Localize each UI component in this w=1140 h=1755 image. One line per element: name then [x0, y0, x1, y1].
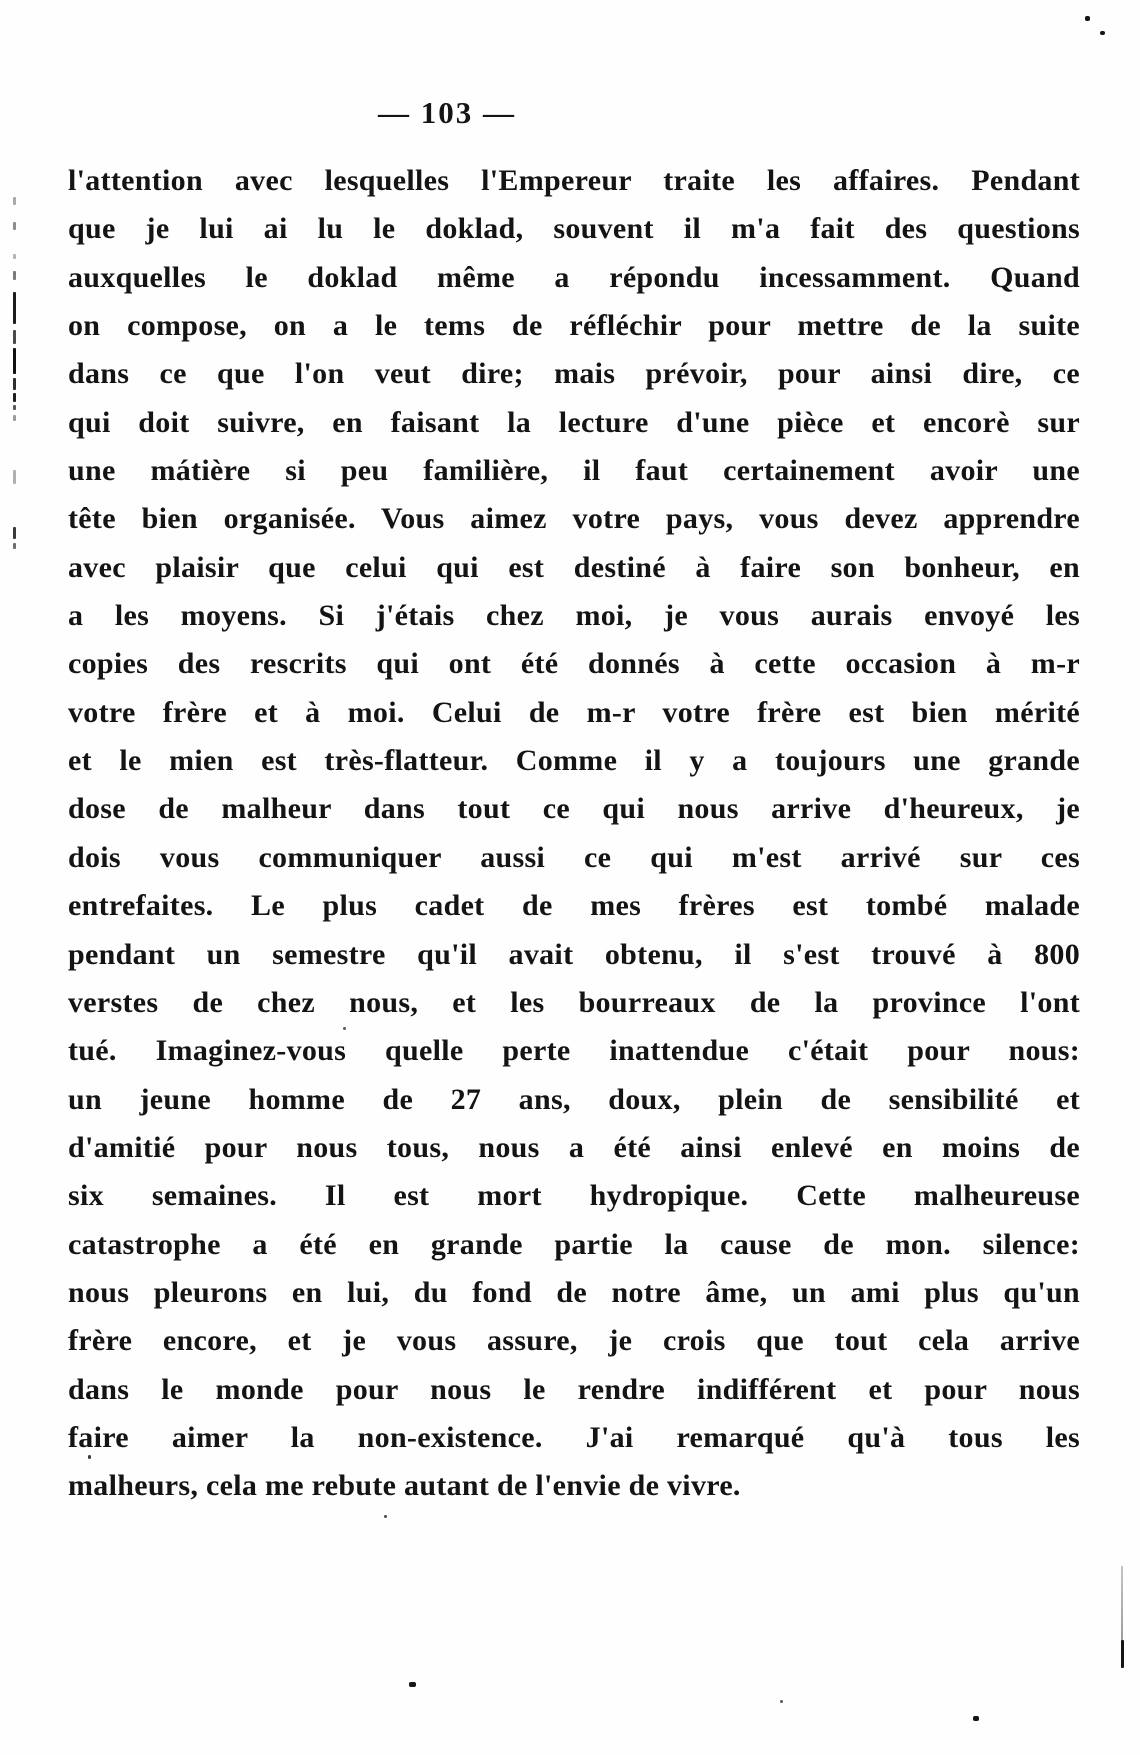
- scan-speck: [88, 1455, 91, 1459]
- scan-speck: [780, 1700, 783, 1703]
- text-line: d'amitié pour nous tous, nous a été ainsi enlevé en moins de: [68, 1130, 1080, 1164]
- scan-mark: [13, 348, 16, 374]
- text-line: six semaines. Il est mort hydropique. Cette malheureuse: [68, 1179, 1080, 1213]
- scan-speck: [1085, 16, 1090, 21]
- text-line: catastrophe a été en grande partie la cause de mon. silence:: [68, 1227, 1080, 1261]
- scan-speck: [343, 1027, 346, 1030]
- scan-mark: [13, 271, 16, 280]
- scan-speck: [384, 1515, 387, 1518]
- text-line: entrefaites. Le plus cadet de mes frères est tombé malade: [68, 889, 1080, 923]
- text-line: verstes de chez nous, et les bourreaux de la province l'ont: [68, 985, 1080, 1019]
- text-line: dose de malheur dans tout ce qui nous arrive d'heureux, je: [68, 792, 1080, 826]
- text-line: une mátière si peu familière, il faut certainement avoir une: [68, 454, 1080, 488]
- text-line: un jeune homme de 27 ans, doux, plein de sensibilité et: [68, 1082, 1080, 1116]
- scan-mark: [13, 254, 16, 259]
- scan-mark: [13, 197, 16, 205]
- text-line: avec plaisir que celui qui est destiné à faire son bonheur, en: [68, 550, 1080, 584]
- scan-speck: [1100, 31, 1105, 35]
- text-line: pendant un semestre qu'il avait obtenu, il s'est trouvé à 800: [68, 937, 1080, 971]
- scan-edge-line: [1121, 1640, 1124, 1668]
- text-line: faire aimer la non-existence. J'ai remarqué qu'à tous les: [68, 1420, 1080, 1454]
- scan-mark: [13, 405, 16, 410]
- text-line: et le mien est très-flatteur. Comme il y a toujours une grande: [68, 744, 1080, 778]
- text-line: tête bien organisée. Vous aimez votre pays, vous devez apprendre: [68, 502, 1080, 536]
- text-line: que je lui ai lu le doklad, souvent il m'a fait des questions: [68, 212, 1080, 246]
- scan-mark: [13, 330, 16, 344]
- scan-mark: [13, 378, 16, 390]
- scan-mark: [13, 415, 16, 421]
- scan-mark: [13, 470, 16, 484]
- scan-mark: [13, 222, 16, 230]
- text-line: frère encore, et je vous assure, je crois que tout cela arrive: [68, 1324, 1080, 1358]
- text-line: copies des rescrits qui ont été donnés à cette occasion à m-r: [68, 647, 1080, 681]
- scan-mark: [13, 527, 16, 539]
- text-line: l'attention avec lesquelles l'Empereur traite les affaires. Pendant: [68, 164, 1080, 197]
- text-line: votre frère et à moi. Celui de m-r votre frère est bien mérité: [68, 695, 1080, 729]
- text-line: a les moyens. Si j'étais chez moi, je vous aurais envoyé les: [68, 599, 1080, 633]
- body-text: [68, 157, 1080, 1511]
- text-line: malheurs, cela me rebute autant de l'envie de vivre.: [68, 1469, 741, 1503]
- scan-speck: [973, 1716, 979, 1721]
- text-line: auxquelles le doklad même a répondu incessamment. Quand: [68, 260, 1080, 294]
- scan-mark: [13, 393, 16, 402]
- text-line: dois vous communiquer aussi ce qui m'est arrivé sur ces: [68, 840, 1080, 874]
- text-line: dans le monde pour nous le rendre indifférent et pour nous: [68, 1372, 1080, 1406]
- text-line: tué. Imaginez-vous quelle perte inattendue c'était pour nous:: [68, 1034, 1080, 1068]
- text-line: dans ce que l'on veut dire; mais prévoir, pour ainsi dire, ce: [68, 357, 1080, 391]
- scan-mark: [13, 543, 16, 549]
- page-number: — 103 —: [378, 95, 516, 130]
- scan-speck: [409, 1682, 416, 1687]
- text-line: nous pleurons en lui, du fond de notre âme, un ami plus qu'un: [68, 1275, 1080, 1309]
- text-line: on compose, on a le tems de réfléchir pour mettre de la suite: [68, 309, 1080, 343]
- scan-mark: [13, 292, 16, 324]
- text-line: qui doit suivre, en faisant la lecture d'une pièce et encorè sur: [68, 405, 1080, 439]
